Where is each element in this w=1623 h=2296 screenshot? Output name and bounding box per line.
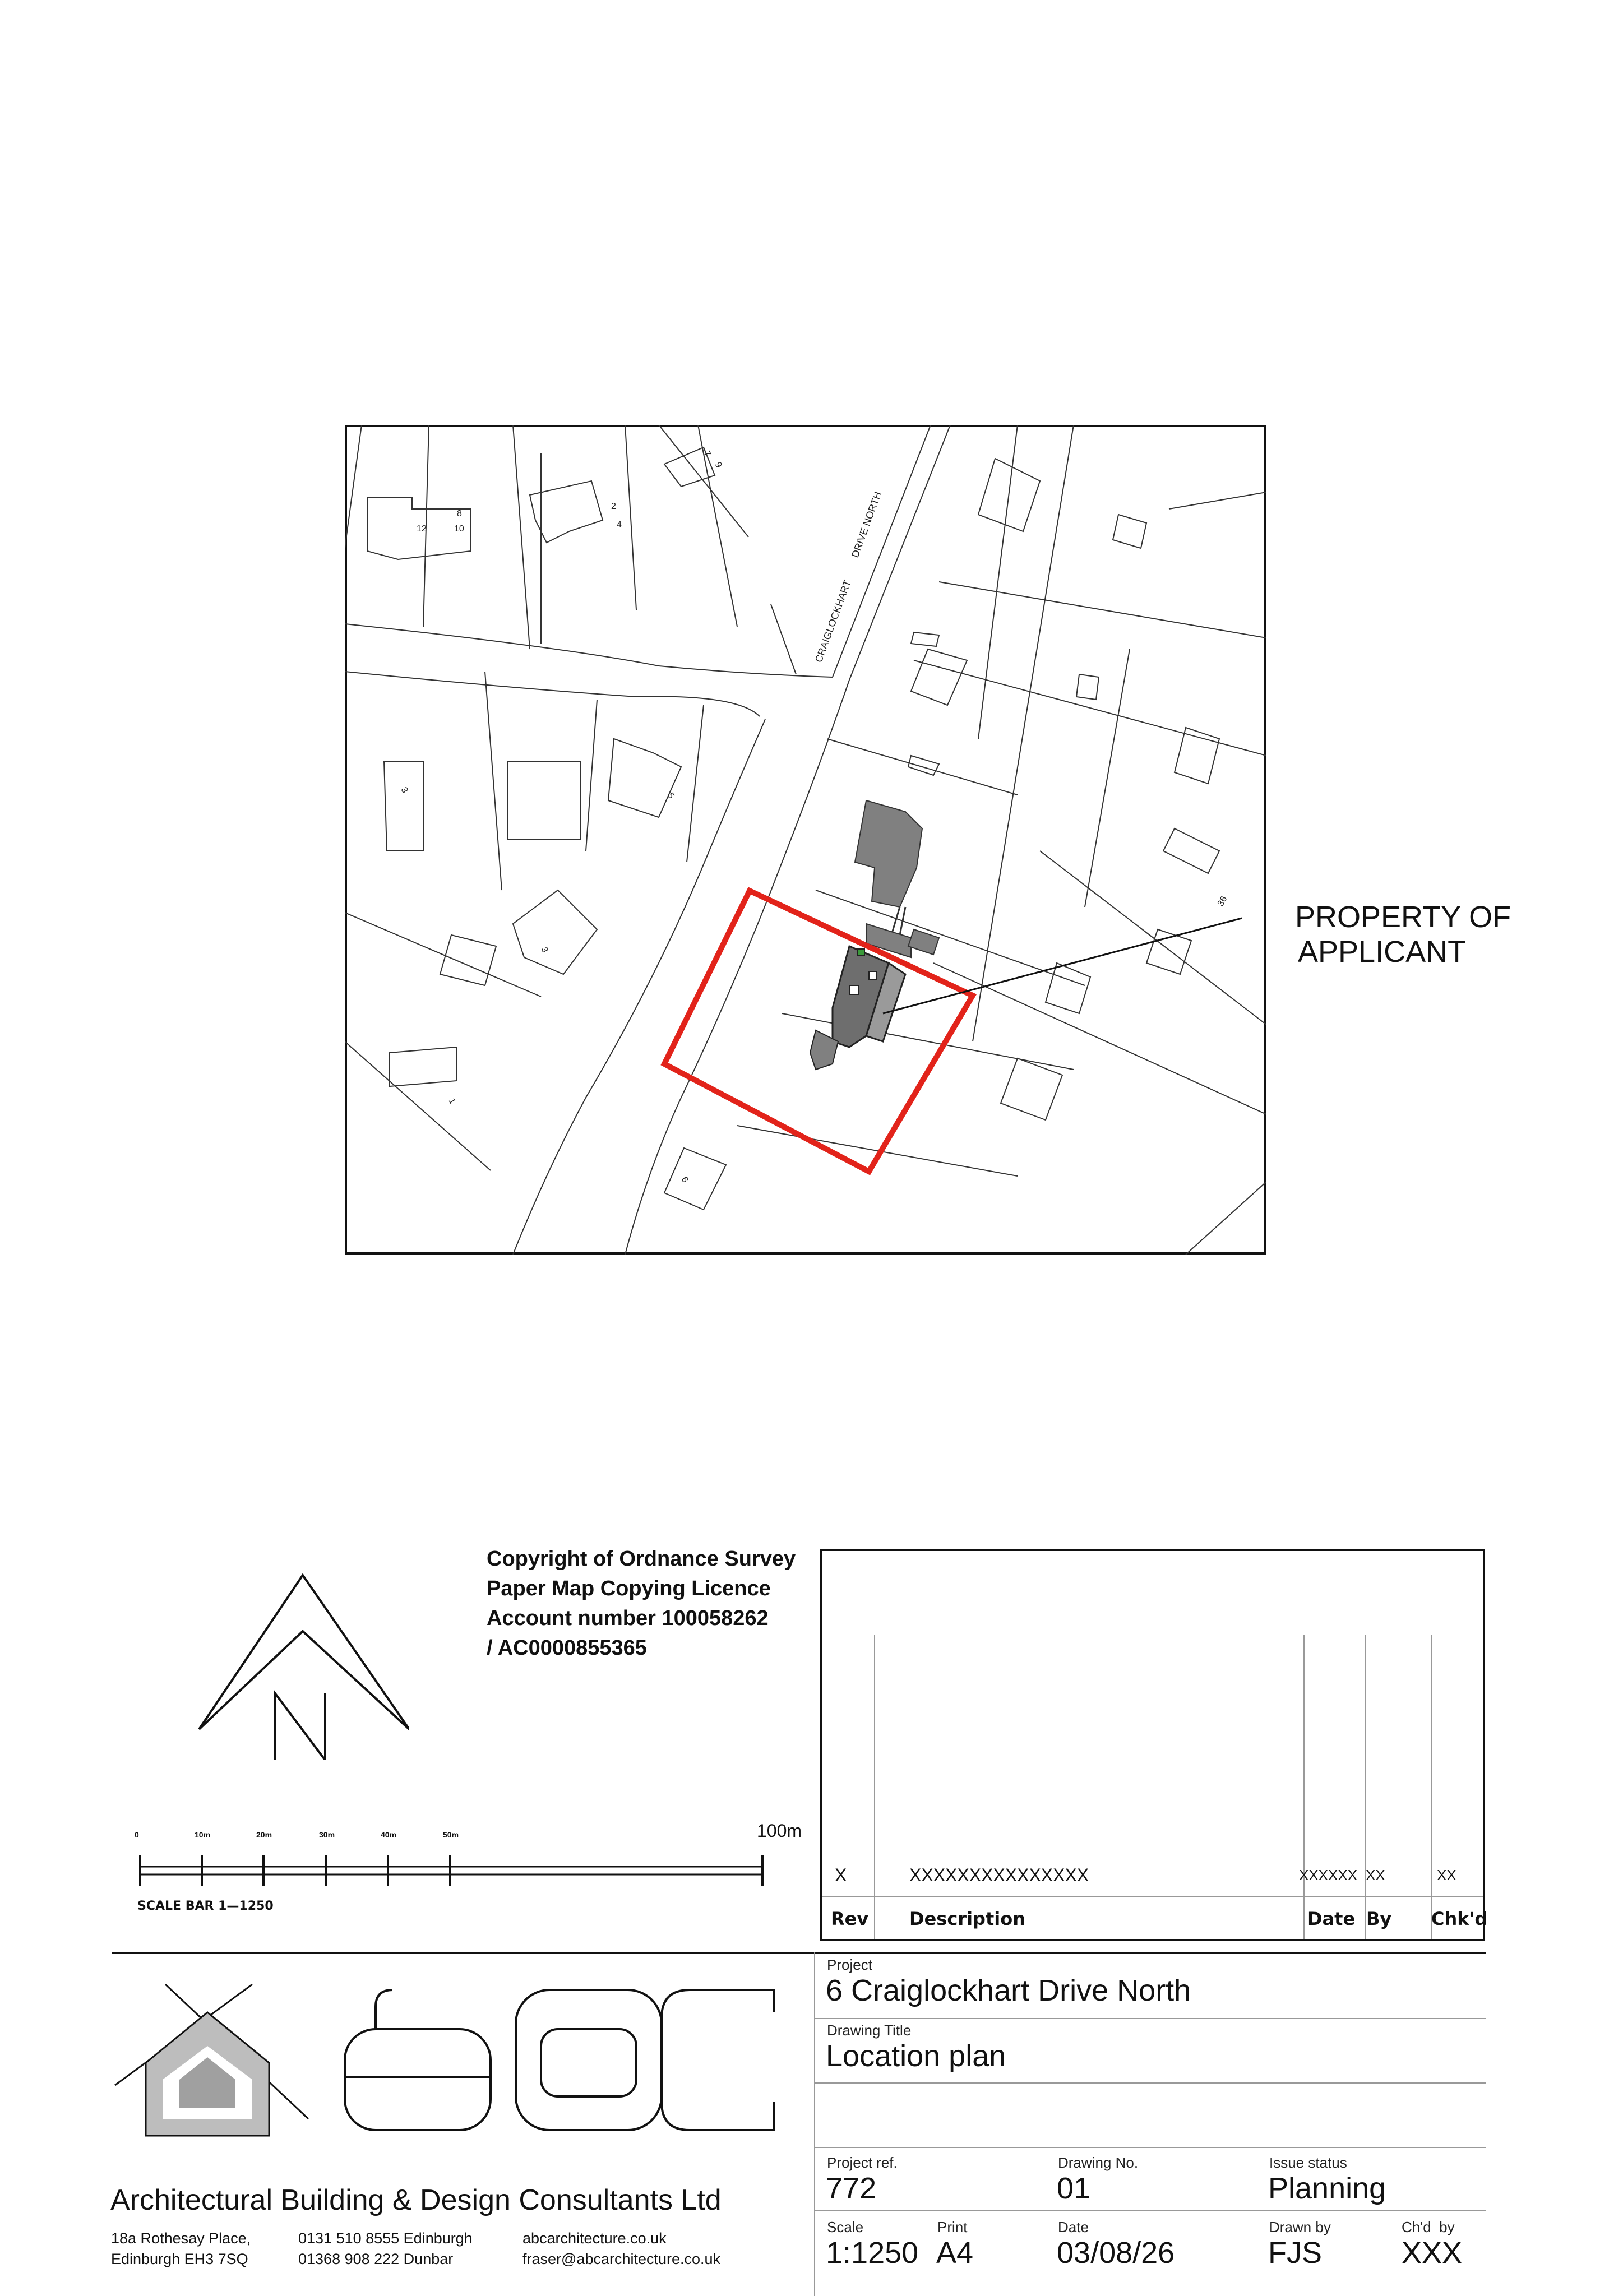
scale-value: 1:1250 — [826, 2236, 919, 2270]
company-phones — [298, 2228, 473, 2270]
company-logo — [112, 1984, 785, 2141]
map-label: 6 — [679, 1175, 690, 1184]
scale-label: Scale — [827, 2219, 864, 2235]
scale-caption: SCALE BAR 1—1250 — [137, 1899, 274, 1913]
date-value: 03/08/26 — [1057, 2236, 1175, 2270]
drawing-title: Location plan — [826, 2039, 1006, 2073]
road-name-label: DRIVE NORTH — [849, 490, 884, 559]
property-callout — [1295, 900, 1511, 969]
revision-date: XXXXXX — [1299, 1867, 1358, 1883]
scale-tick-label: 10m — [195, 1830, 211, 1839]
map-label: 5 — [665, 791, 676, 800]
revision-table — [820, 1549, 1488, 1941]
print-label: Print — [937, 2219, 968, 2235]
drawing-no: 01 — [1057, 2172, 1091, 2205]
copyright-line-1: Copyright of Ordnance Survey — [487, 1547, 796, 1571]
date-label: Date — [1058, 2219, 1089, 2235]
address-line-1: 18a Rothesay Place, — [111, 2230, 251, 2247]
logo-house-icon — [112, 1984, 785, 2141]
title-block-divider — [814, 1952, 815, 2296]
road-name-label: CRAIGLOCKHART — [812, 578, 853, 664]
map-label: 2 — [611, 502, 616, 511]
map-label: 7 — [701, 449, 713, 459]
checked-by-label: Ch'd by — [1402, 2219, 1455, 2235]
company-address — [111, 2228, 251, 2270]
scale-end-label: 100m — [757, 1821, 802, 1841]
scale-tick-label: 40m — [381, 1830, 397, 1839]
map-label: 3 — [539, 945, 550, 955]
address-line-2: Edinburgh EH3 7SQ — [111, 2251, 248, 2267]
company-web — [522, 2228, 720, 2270]
print-size: A4 — [936, 2236, 974, 2270]
copyright-line-3: Account number 100058262 — [487, 1607, 769, 1630]
drawn-by: FJS — [1268, 2236, 1323, 2270]
project-ref: 772 — [826, 2172, 877, 2205]
north-arrow-icon — [196, 1558, 409, 1760]
phone-dunbar: 01368 908 222 Dunbar — [298, 2251, 454, 2267]
scale-tick-label: 30m — [319, 1830, 335, 1839]
map-label: 12 — [417, 524, 427, 534]
revision-header-checked: Chk'd — [1431, 1908, 1488, 1929]
map-label: 10 — [454, 524, 464, 534]
location-map — [345, 425, 1266, 1255]
project-label: Project — [827, 1956, 872, 1973]
project-ref-label: Project ref. — [827, 2154, 898, 2171]
map-label: 1 — [446, 1096, 457, 1106]
revision-header-date: Date — [1307, 1908, 1356, 1929]
revision-header-rev: Rev — [831, 1908, 869, 1929]
copyright-line-2: Paper Map Copying Licence — [487, 1577, 771, 1600]
email-link[interactable]: fraser@abcarchitecture.co.uk — [522, 2251, 721, 2267]
map-label: 3 — [399, 785, 410, 795]
scale-bar-graphic — [129, 1827, 819, 1928]
map-label: 36 — [1215, 895, 1229, 908]
copyright-line-4: / AC0000855365 — [487, 1636, 647, 1660]
company-name: Architectural Building & Design Consultants Ltd — [110, 2184, 722, 2216]
revision-header-description: Description — [909, 1908, 1025, 1929]
map-label: 8 — [457, 509, 462, 519]
map-label: 9 — [713, 460, 724, 470]
scale-tick-label: 50m — [443, 1830, 459, 1839]
drawing-no-label: Drawing No. — [1058, 2154, 1139, 2171]
revision-description: XXXXXXXXXXXXXXX — [909, 1865, 1089, 1885]
website-link[interactable]: abcarchitecture.co.uk — [522, 2230, 667, 2247]
revision-by: XX — [1366, 1867, 1385, 1883]
title-block-rule — [112, 1952, 1486, 1954]
copyright-notice — [487, 1544, 796, 1663]
revision-checked: XX — [1437, 1867, 1456, 1883]
issue-status-label: Issue status — [1269, 2154, 1347, 2171]
drawing-title-label: Drawing Title — [827, 2022, 912, 2039]
revision-rev: X — [835, 1865, 847, 1885]
callout-line-2: APPLICANT — [1298, 935, 1467, 969]
issue-status: Planning — [1268, 2172, 1386, 2205]
scale-tick-label: 0 — [135, 1830, 139, 1839]
scale-tick-label: 20m — [256, 1830, 272, 1839]
map-label: 4 — [617, 520, 622, 530]
phone-edinburgh: 0131 510 8555 Edinburgh — [298, 2230, 473, 2247]
drawn-by-label: Drawn by — [1269, 2219, 1331, 2235]
map-drawing — [345, 425, 1266, 1255]
project-name: 6 Craiglockhart Drive North — [826, 1974, 1191, 2007]
north-arrow — [196, 1558, 409, 1760]
revision-header-by: By — [1366, 1908, 1392, 1929]
map-frame — [346, 426, 1265, 1253]
callout-line-1: PROPERTY OF — [1295, 900, 1511, 934]
checked-by: XXX — [1402, 2236, 1463, 2270]
scale-bar — [129, 1821, 819, 1928]
